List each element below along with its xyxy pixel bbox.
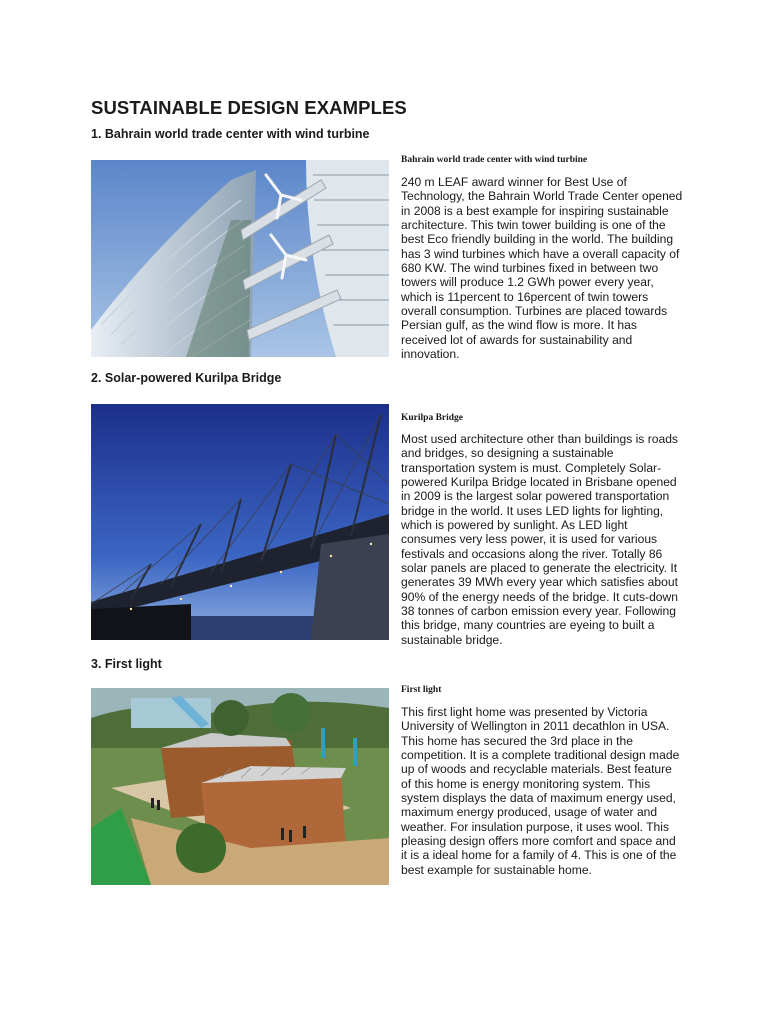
body-text-first-light: This first light home was presented by Victoria University of Wellington in 2011 decathlon in USA. This home has secured the 3rd place in the competition. It is a complete traditional design made up of woods and recyclable materials. Best feature of this home is energy monitoring system. This system displays the data of maximum energy used, maximum energy produced, usage of water and weather. For insulation purpose, it uses wool. This pleasing design offers more comfort and space and it is a ideal home for a family of 4. This is one of the best example for sustainable home. [401, 705, 680, 877]
page-title: SUSTAINABLE DESIGN EXAMPLES [91, 97, 407, 118]
section-heading-first-light: 3. First light [91, 657, 162, 671]
section-heading-bahrain: 1. Bahrain world trade center with wind turbine [91, 127, 370, 141]
section-heading-kurilpa: 2. Solar-powered Kurilpa Bridge [91, 371, 282, 385]
bahrain-wtc-photo [91, 160, 389, 357]
caption-kurilpa: Kurilpa Bridge [401, 413, 464, 423]
body-text-bahrain: 240 m LEAF award winner for Best Use of Technology, the Bahrain World Trade Center opened in 2008 is a best example for inspiring sustainable architecture. This twin tower building is one of the best Eco friendly building in the world. The building has 3 wind turbines which have a overall capacity of 680 KW. The wind turbines fixed in between two towers will produce 1.2 GWh power every year, which is 11percent to 16percent of twin towers overall consumption. Turbines are placed towards Persian gulf, as the wind flow is more. It has received lot of awards for sustainability and innovation. [401, 175, 683, 362]
body-text-kurilpa: Most used architecture other than buildings is roads and bridges, so designing a sustainable transportation system is must. Completely Solar-powered Kurilpa Bridge located in Brisbane opened in 2009 is the largest solar powered transportation bridge in the world. It uses LED lights for lighting, which is powered by sunlight. As LED light consumes very less power, it is used for various festivals and occasions along the river. Totally 86 solar panels are placed to generate the electricity. It generates 39 MWh every year which satisfies about 90% of the energy needs of the bridge. It cuts-down 38 tonnes of carbon emission every year. Following this bridge, many countries are eyeing to built a sustainable bridge. [401, 432, 678, 647]
caption-bahrain: Bahrain world trade center with wind turbine [401, 155, 588, 165]
kurilpa-bridge-photo [91, 404, 389, 640]
caption-first-light: First light [401, 685, 442, 695]
first-light-photo [91, 688, 389, 885]
